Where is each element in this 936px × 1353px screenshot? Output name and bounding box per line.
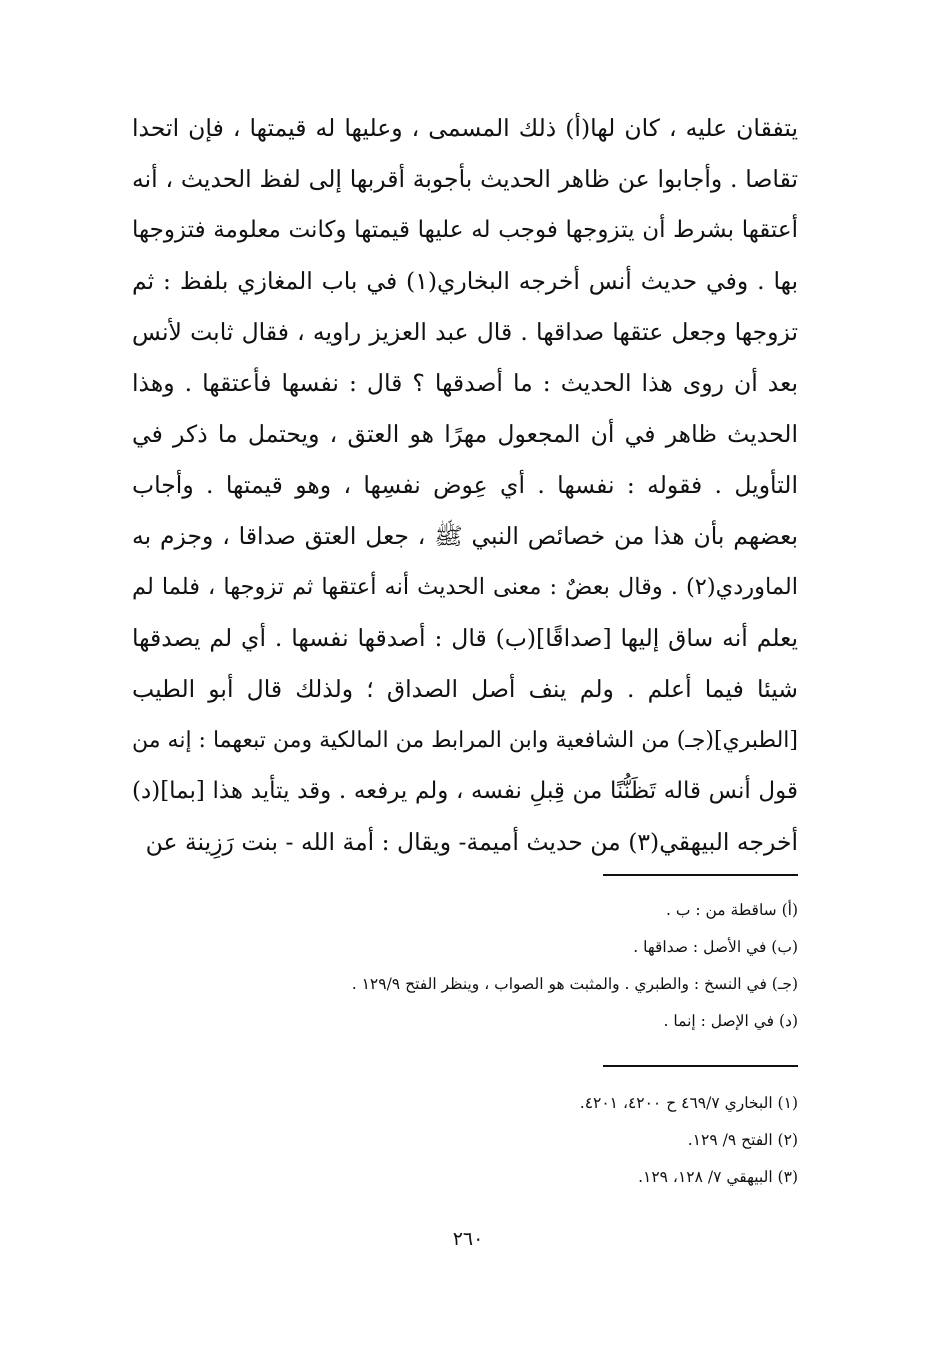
text-line: تقاصا . وأجابوا عن ظاهر الحديث بأجوبة أقربها إلى لفظ الحديث ، أنه [132, 165, 798, 193]
footnote: (د) في الإصل : إنما . [663, 1012, 798, 1030]
footnote-divider [603, 874, 798, 876]
text-line: بها . وفي حديث أنس أخرجه البخاري(١) في باب المغازي بلفظ : ثم [132, 267, 798, 295]
variant-footnotes [132, 892, 798, 1040]
text-line: أعتقها بشرط أن يتزوجها فوجب له عليها قيمتها وكانت معلومة فتزوجها [132, 217, 798, 243]
text-line: بعد أن روى هذا الحديث : ما أصدقها ؟ قال : نفسها فأعتقها . وهذا [132, 369, 798, 397]
text-line: يعلم أنه ساق إليها [صداقًا](ب) قال : أصدقها نفسها . أي لم يصدقها [132, 624, 798, 652]
footnote: (٣) البيهقي ٧/ ١٢٨، ١٢٩. [638, 1168, 798, 1186]
text-line: بعضهم بأن هذا من خصائص النبي ﷺ ، جعل العتق صداقا ، وجزم به [132, 522, 798, 550]
footnote: (ب) في الأصل : صداقها . [633, 938, 798, 956]
footnote-divider [603, 1065, 798, 1067]
footnote: (جـ) في النسخ : والطبري . والمثبت هو الصواب ، وينظر الفتح ١٢٩/٩ . [351, 975, 798, 993]
text-line: شيئا فيما أعلم . ولم ينف أصل الصداق ؛ ولذلك قال أبو الطيب [132, 675, 798, 703]
footnote: (١) البخاري ٤٦٩/٧ ح ٤٢٠٠، ٤٢٠١. [579, 1094, 798, 1112]
text-line: الماوردي(٢) . وقال بعضٌ : معنى الحديث أنه أعتقها ثم تزوجها ، فلما لم [132, 574, 798, 600]
text-line: الحديث ظاهر في أن المجعول مهرًا هو العتق ، ويحتمل ما ذكر في [132, 420, 798, 448]
text-line: التأويل . فقوله : نفسها . أي عِوض نفسِها ، وهو قيمتها . وأجاب [132, 471, 798, 499]
text-line: قول أنس قاله تَظَنُّنًا من قِبلِ نفسه ، ولم يرفعه . وقد يتأيد هذا [بما](د) [132, 778, 798, 804]
source-footnotes [132, 1085, 798, 1196]
footnote: (٢) الفتح ٩/ ١٢٩. [687, 1131, 798, 1149]
page-number: ٢٦٠ [452, 1228, 484, 1250]
text-line: تزوجها وجعل عتقها صداقها . قال عبد العزيز راويه ، فقال ثابت لأنس [132, 318, 798, 346]
text-line: يتفقان عليه ، كان لها(أ) ذلك المسمى ، وعليها له قيمتها ، فإن اتحدا [132, 114, 798, 142]
footnote: (أ) ساقطة من : ب . [665, 901, 798, 919]
text-line: أخرجه البيهقي(٣) من حديث أميمة- ويقال : أمة الله - بنت رَزِينة عن [145, 828, 798, 856]
main-text [132, 103, 798, 868]
text-line: [الطبري](جـ) من الشافعية وابن المرابط من المالكية ومن تبعهما : إنه من [132, 728, 798, 753]
